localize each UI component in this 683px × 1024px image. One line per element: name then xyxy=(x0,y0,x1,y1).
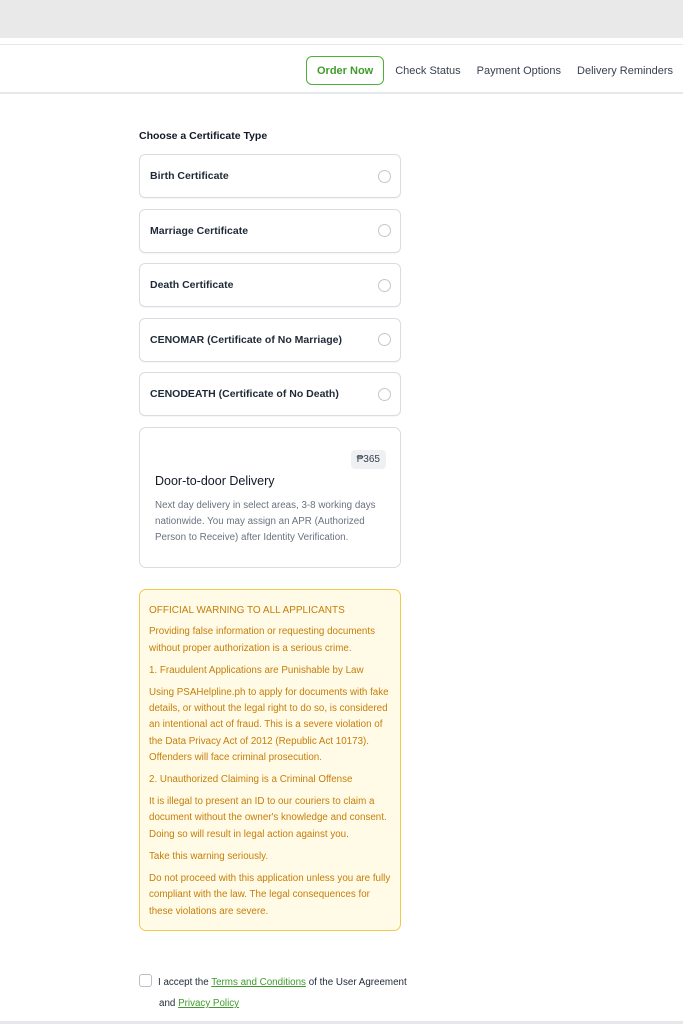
certificate-option-death[interactable] xyxy=(139,263,401,307)
official-warning-box xyxy=(139,589,401,931)
agreement-and: and xyxy=(159,998,176,1009)
warning-heading: OFFICIAL WARNING TO ALL APPLICANTS xyxy=(149,604,345,616)
nav-payment-options-link[interactable]: Payment Options xyxy=(476,64,562,77)
order-form xyxy=(139,130,401,931)
nav-order-now-button[interactable]: Order Now xyxy=(306,56,384,85)
delivery-title: Door-to-door Delivery xyxy=(155,473,275,488)
warning-point2-body: It is illegal to present an ID to our couriers to claim a document without the owner's knowledge and consent. Doing so will result in legal action against you. xyxy=(149,796,387,840)
warning-point2-title: 2. Unauthorized Claiming is a Criminal Offense xyxy=(149,774,353,786)
agreement-prefix: I accept the xyxy=(158,977,209,988)
agreement-text xyxy=(139,977,407,988)
agreement-line2 xyxy=(139,993,409,1014)
radio-button[interactable] xyxy=(378,388,391,401)
warning-emphasis: Take this warning seriously. xyxy=(149,850,269,862)
radio-button[interactable] xyxy=(378,224,391,237)
radio-button[interactable] xyxy=(378,170,391,183)
certificate-option-label: Marriage Certificate xyxy=(150,224,249,237)
site-header xyxy=(0,44,683,94)
delivery-price-badge: ₱365 xyxy=(351,450,386,469)
radio-button[interactable] xyxy=(378,279,391,292)
terms-and-conditions-link[interactable]: Terms and Conditions xyxy=(211,977,306,988)
certificate-option-label: Birth Certificate xyxy=(150,170,229,182)
warning-point1-title: 1. Fraudulent Applications are Punishable by Law xyxy=(149,664,364,676)
certificate-type-heading: Choose a Certificate Type xyxy=(139,130,268,142)
certificate-option-label: CENODEATH (Certificate of No Death) xyxy=(150,388,339,400)
warning-closing: Do not proceed with this application unless you are fully compliant with the law. The legal consequences for these violations are severe. xyxy=(149,872,391,917)
certificate-option-cenodeath[interactable] xyxy=(139,372,401,416)
browser-top-bar xyxy=(0,0,683,38)
accept-terms-checkbox[interactable] xyxy=(139,974,152,987)
delivery-description: Next day delivery in select areas, 3-8 working days nationwide. You may assign an APR (Authorized Person to Receive) after Identity Verification. xyxy=(155,499,376,543)
warning-intro: Providing false information or requesting documents without proper authorization is a serious crime. xyxy=(149,626,375,654)
certificate-option-marriage[interactable] xyxy=(139,209,401,253)
privacy-policy-link[interactable]: Privacy Policy xyxy=(178,998,240,1009)
certificate-option-label: Death Certificate xyxy=(150,279,234,291)
terms-agreement xyxy=(139,972,409,1014)
nav-check-status-link[interactable]: Check Status xyxy=(395,64,461,77)
radio-button[interactable] xyxy=(378,333,391,346)
delivery-option-card[interactable] xyxy=(139,427,401,568)
main-nav xyxy=(306,56,673,85)
certificate-option-label: CENOMAR (Certificate of No Marriage) xyxy=(150,333,342,346)
certificate-option-birth[interactable] xyxy=(139,154,401,198)
certificate-option-cenomar[interactable] xyxy=(139,318,401,362)
agreement-middle: of the User Agreement xyxy=(308,977,407,988)
nav-delivery-reminders-link[interactable]: Delivery Reminders xyxy=(577,64,673,77)
warning-point1-body: Using PSAHelpline.ph to apply for documents with fake details, or without the legal right to do so, is considered an intentional act of fraud. This is a severe violation of the Data Privacy Act of 2012 (Republic Act 10173). Offenders will face criminal prosecution. xyxy=(149,686,389,764)
